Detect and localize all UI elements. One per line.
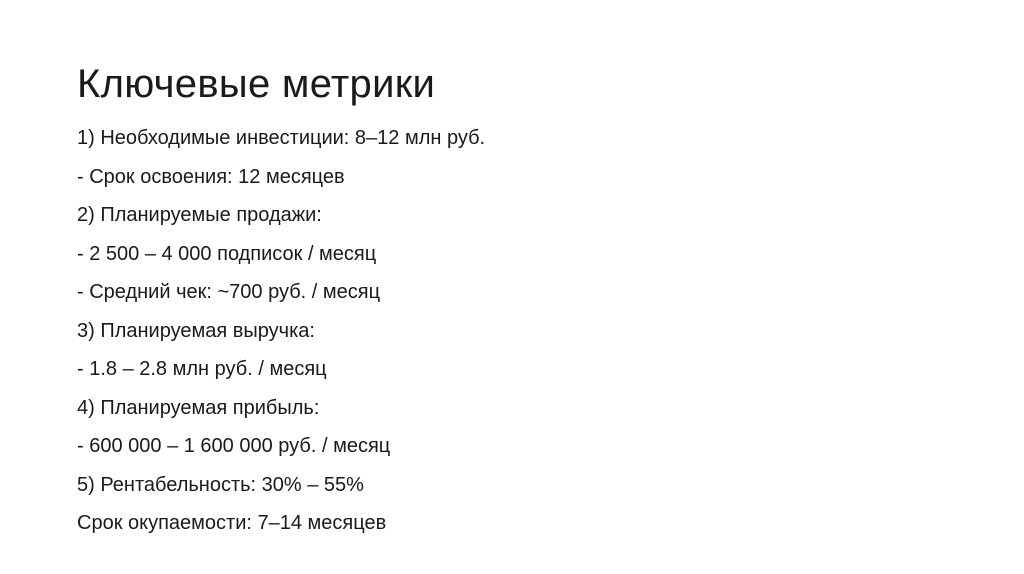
metric-line-planned-revenue: 3) Планируемая выручка: bbox=[77, 319, 315, 342]
metric-line-development-period: - Срок освоения: 12 месяцев bbox=[77, 165, 345, 188]
metric-line-profit-range: - 600 000 – 1 600 000 руб. / месяц bbox=[77, 435, 391, 457]
metric-line-planned-profit: 4) Планируемая прибыль: bbox=[77, 396, 320, 419]
metric-line-revenue-range: - 1.8 – 2.8 млн руб. / месяц bbox=[77, 358, 327, 380]
metric-line-average-check: - Средний чек: ~700 руб. / месяц bbox=[77, 281, 381, 303]
metric-line-planned-sales: 2) Планируемые продажи: bbox=[77, 204, 322, 226]
slide-body bbox=[77, 119, 485, 543]
metric-line-payback-period: Срок окупаемости: 7–14 месяцев bbox=[77, 512, 387, 534]
metric-line-subscriptions: - 2 500 – 4 000 подписок / месяц bbox=[77, 242, 377, 265]
slide-title: Ключевые метрики bbox=[77, 62, 436, 106]
metric-line-profitability: 5) Рентабельность: 30% – 55% bbox=[77, 473, 364, 496]
metric-line-investment: 1) Необходимые инвестиции: 8–12 млн руб. bbox=[77, 127, 486, 149]
